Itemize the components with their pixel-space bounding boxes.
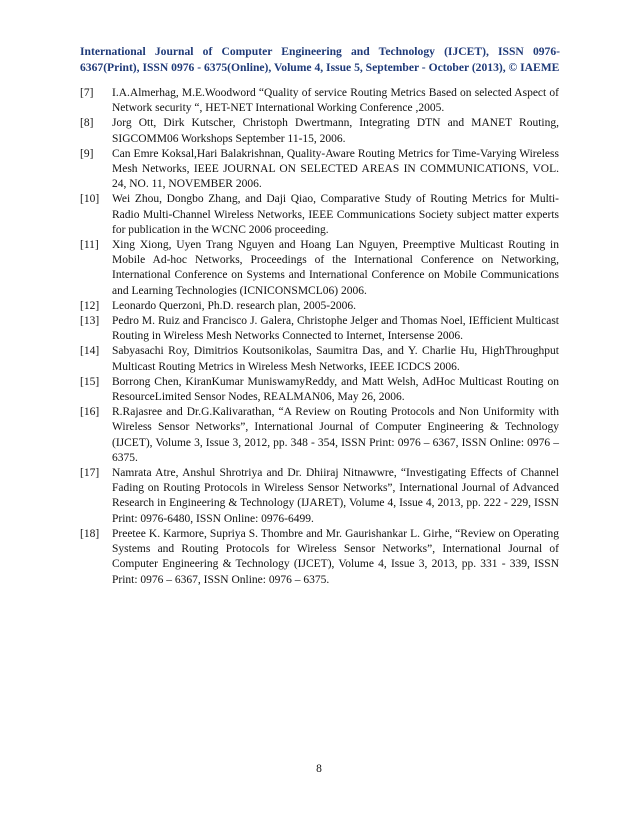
reference-text: Sabyasachi Roy, Dimitrios Koutsonikolas, Saumitra Das, and Y. Charlie Hu, HighThroughput Multicast Routing Metrics in Wireless Mesh Networks, IEEE ICDCS 2006. <box>112 345 559 373</box>
reference-number: [14] <box>80 345 100 358</box>
reference-item <box>80 86 559 116</box>
reference-text: Pedro M. Ruiz and Francisco J. Galera, Christophe Jelger and Thomas Noel, IEfficient Multicast Routing in Wireless Mesh Networks Connected to Internet, Intersense 2006. <box>112 315 559 343</box>
reference-text: Borrong Chen, KiranKumar MuniswamyReddy, and Matt Welsh, AdHoc Multicast Routing on ResourceLimited Sensor Nodes, REALMAN06, May 26, 2006. <box>112 375 559 404</box>
reference-text: I.A.Almerhag, M.E.Woodword “Quality of service Routing Metrics Based on selected Aspect of Network security “, HET-NET International Working Conference ,2005. <box>112 87 559 115</box>
reference-text: R.Rajasree and Dr.G.Kalivarathan, “A Review on Routing Protocols and Non Uniformity with Wireless Sensor Networks”, International Journal of Computer Engineering & Technology (IJCET), Volume 3, Issue 3, 2012, pp. 348 - 354, ISSN Print: 0976 – 6367, ISSN Online: 0976 – 6375. <box>112 406 559 464</box>
reference-text: Wei Zhou, Dongbo Zhang, and Daji Qiao, Comparative Study of Routing Metrics for Multi-Radio Multi-Channel Wireless Networks, IEEE Communications Society subject matter experts for publication in the WCNC 2006 proceeding. <box>112 193 559 236</box>
reference-text: Jorg Ott, Dirk Kutscher, Christoph Dwertmann, Integrating DTN and MANET Routing, SIGCOMM06 Workshops September 11-15, 2006. <box>112 117 559 145</box>
reference-item <box>80 299 559 314</box>
reference-list <box>80 86 559 588</box>
reference-number: [10] <box>80 193 100 206</box>
reference-number: [7] <box>80 87 94 99</box>
reference-item <box>80 466 559 527</box>
reference-number: [11] <box>80 239 99 252</box>
reference-item <box>80 147 559 193</box>
journal-header: International Journal of Computer Engineering and Technology (IJCET), ISSN 0976-6367(Print), ISSN 0976 - 6375(Online), Volume 4, Issue 5, September - October (2013), © IAEME <box>80 45 560 74</box>
page-number: 8 <box>316 763 322 775</box>
reference-item <box>80 192 559 238</box>
reference-text: Preetee K. Karmore, Supriya S. Thombre and Mr. Gaurishankar L. Girhe, “Review on Operating Systems and Routing Protocols for Wireless Sensor Networks”, International Journal of Computer Engineering & Technology (IJCET), Volume 4, Issue 3, 2013, pp. 331 - 339, ISSN Print: 0976 – 6367, ISSN Online: 0976 – 6375. <box>112 527 559 586</box>
reference-item <box>80 344 559 374</box>
reference-number: [15] <box>80 375 100 388</box>
reference-number: [13] <box>80 315 100 328</box>
reference-number: [8] <box>80 117 94 130</box>
reference-item <box>80 314 559 344</box>
reference-text: Leonardo Querzoni, Ph.D. research plan, 2005-2006. <box>112 299 356 312</box>
reference-number: [18] <box>80 527 100 540</box>
reference-item <box>80 116 559 146</box>
reference-text: Xing Xiong, Uyen Trang Nguyen and Hoang Lan Nguyen, Preemptive Multicast Routing in Mobile Ad-hoc Networks, Proceedings of the International Conference on Networking, International Conference on Systems and International Conference on Mobile Communications and Learning Technologies (ICNICONSMCL06) 2006. <box>112 239 559 297</box>
reference-number: [16] <box>80 406 100 419</box>
reference-text: Namrata Atre, Anshul Shrotriya and Dr. Dhiiraj Nitnawwre, “Investigating Effects of Channel Fading on Routing Protocols in Wireless Sensor Networks”, International Journal of Advanced Research in Engineering & Technology (IJARET), Volume 4, Issue 4, 2013, pp. 222 - 229, ISSN Print: 0976-6480, ISSN Online: 0976-6499. <box>112 467 559 525</box>
reference-number: [17] <box>80 467 100 480</box>
reference-item <box>80 238 559 299</box>
reference-item <box>80 375 559 405</box>
reference-item <box>80 527 559 588</box>
reference-item <box>80 405 559 466</box>
reference-number: [12] <box>80 299 100 312</box>
reference-text: Can Emre Koksal,Hari Balakrishnan, Quality-Aware Routing Metrics for Time-Varying Wireless Mesh Networks, IEEE JOURNAL ON SELECTED AREAS IN COMMUNICATIONS, VOL. 24, NO. 11, NOVEMBER 2006. <box>112 147 559 191</box>
reference-number: [9] <box>80 147 94 160</box>
